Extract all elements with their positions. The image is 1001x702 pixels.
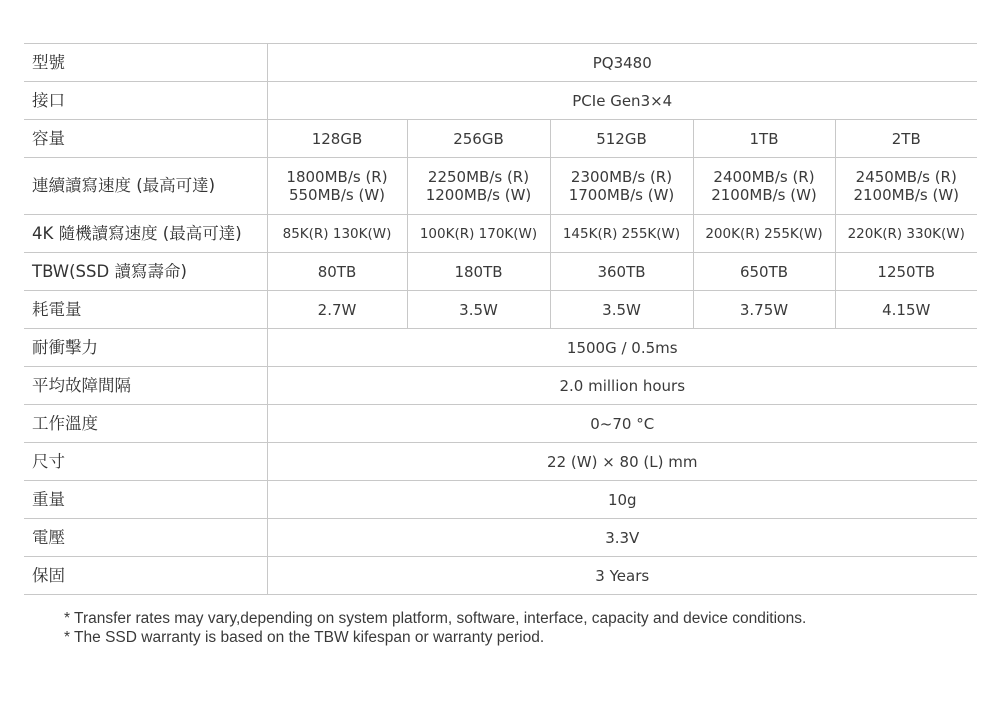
random-speed-256gb: 100K(R) 170K(W) [407,215,550,253]
footnotes [64,609,806,647]
row-shock [24,329,977,367]
seq-read: 2450MB/s (R) [855,168,957,186]
value-temperature: 0~70 °C [267,405,977,443]
seq-speed-128gb [267,158,407,215]
footnote-transfer-rates: * Transfer rates may vary,depending on system platform, software, interface, capacity and device conditions. [64,610,807,627]
value-mtbf: 2.0 million hours [267,367,977,405]
value-weight: 10g [267,481,977,519]
spec-table [24,43,977,595]
row-interface [24,82,977,120]
seq-speed-256gb [407,158,550,215]
row-random-speed [24,215,977,253]
footnote-warranty: * The SSD warranty is based on the TBW kifespan or warranty period. [64,629,545,646]
power-1tb: 3.75W [693,291,835,329]
capacity-2tb: 2TB [835,120,977,158]
capacity-256gb: 256GB [407,120,550,158]
seq-write: 1200MB/s (W) [425,186,532,204]
value-model: PQ3480 [267,44,977,82]
label-temperature: 工作溫度 [24,405,267,443]
power-128gb: 2.7W [267,291,407,329]
row-mtbf [24,367,977,405]
seq-speed-1tb [693,158,835,215]
value-interface: PCIe Gen3×4 [267,82,977,120]
tbw-2tb: 1250TB [835,253,977,291]
power-512gb: 3.5W [550,291,693,329]
label-model: 型號 [24,44,267,82]
row-sequential-speed [24,158,977,215]
label-tbw: TBW(SSD 讀寫壽命) [24,253,267,291]
value-voltage: 3.3V [267,519,977,557]
label-sequential-speed: 連續讀寫速度 (最高可達) [24,158,267,215]
power-2tb: 4.15W [835,291,977,329]
label-random-speed: 4K 隨機讀寫速度 (最高可達) [24,215,267,253]
capacity-1tb: 1TB [693,120,835,158]
label-interface: 接口 [24,82,267,120]
row-temperature [24,405,977,443]
seq-read: 1800MB/s (R) [286,168,388,186]
row-voltage [24,519,977,557]
seq-write: 2100MB/s (W) [853,186,960,204]
seq-write: 1700MB/s (W) [568,186,675,204]
tbw-128gb: 80TB [267,253,407,291]
seq-speed-2tb [835,158,977,215]
row-capacity [24,120,977,158]
capacity-512gb: 512GB [550,120,693,158]
tbw-1tb: 650TB [693,253,835,291]
power-256gb: 3.5W [407,291,550,329]
label-shock: 耐衝擊力 [24,329,267,367]
row-model [24,44,977,82]
row-weight [24,481,977,519]
capacity-128gb: 128GB [267,120,407,158]
seq-read: 2300MB/s (R) [570,168,673,186]
tbw-256gb: 180TB [407,253,550,291]
random-speed-2tb: 220K(R) 330K(W) [835,215,977,253]
label-power: 耗電量 [24,291,267,329]
label-warranty: 保固 [24,557,267,595]
label-weight: 重量 [24,481,267,519]
value-warranty: 3 Years [267,557,977,595]
row-dimensions [24,443,977,481]
label-dimensions: 尺寸 [24,443,267,481]
label-capacity: 容量 [24,120,267,158]
tbw-512gb: 360TB [550,253,693,291]
label-voltage: 電壓 [24,519,267,557]
seq-write: 2100MB/s (W) [711,186,817,204]
row-tbw [24,253,977,291]
value-dimensions: 22 (W) × 80 (L) mm [267,443,977,481]
seq-read: 2400MB/s (R) [713,168,815,186]
row-warranty [24,557,977,595]
random-speed-1tb: 200K(R) 255K(W) [693,215,835,253]
label-mtbf: 平均故障間隔 [24,367,267,405]
random-speed-512gb: 145K(R) 255K(W) [550,215,693,253]
row-power [24,291,977,329]
value-shock: 1500G / 0.5ms [267,329,977,367]
seq-write: 550MB/s (W) [288,186,386,204]
seq-read: 2250MB/s (R) [427,168,530,186]
random-speed-128gb: 85K(R) 130K(W) [267,215,407,253]
seq-speed-512gb [550,158,693,215]
